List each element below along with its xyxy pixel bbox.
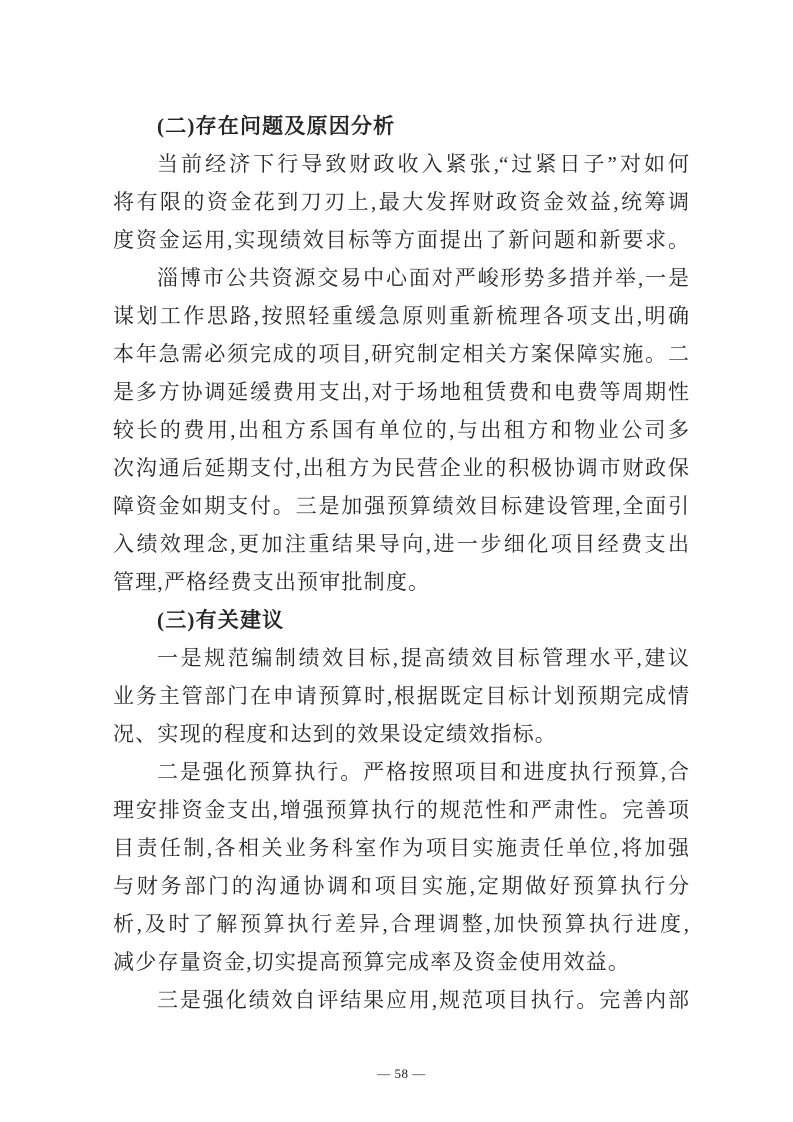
text-line: 业务主管部门在申请预算时,根据既定目标计划预期完成情 [113, 684, 689, 708]
text-line: 与财务部门的沟通协调和项目实施,定期做好预算执行分 [113, 874, 689, 898]
text-line: 理安排资金支出,增强预算执行的规范性和严肃性。完善项 [113, 798, 689, 822]
document-body [113, 107, 689, 1019]
text-line: 谋划工作思路,按照轻重缓急原则重新梳理各项支出,明确 [113, 304, 689, 328]
text-line: 管理,严格经费支出预审批制度。 [113, 570, 431, 594]
text-line: 障资金如期支付。三是加强预算绩效目标建设管理,全面引 [113, 494, 689, 518]
text-line: 况、实现的程度和达到的效果设定绩效指标。 [113, 722, 557, 746]
text-line: 当前经济下行导致财政收入紧张,“过紧日子”对如何 [157, 152, 689, 176]
text-line: 是多方协调延缓费用支出,对于场地租赁费和电费等周期性 [113, 380, 689, 404]
text-line: 次沟通后延期支付,出租方为民营企业的积极协调市财政保 [113, 456, 689, 480]
text-line: 析,及时了解预算执行差异,合理调整,加快预算执行进度, [113, 912, 689, 936]
text-line: 二是强化预算执行。严格按照项目和进度执行预算,合 [157, 760, 689, 784]
text-line: 较长的费用,出租方系国有单位的,与出租方和物业公司多 [113, 418, 689, 442]
text-line: 淄博市公共资源交易中心面对严峻形势多措并举,一是 [157, 266, 689, 290]
section-heading: (三)有关建议 [157, 608, 285, 632]
text-line: 入绩效理念,更加注重结果导向,进一步细化项目经费支出 [113, 532, 689, 556]
text-line: 度资金运用,实现绩效目标等方面提出了新问题和新要求。 [113, 228, 689, 252]
section-heading: (二)存在问题及原因分析 [157, 114, 396, 138]
text-line: 减少存量资金,切实提高预算完成率及资金使用效益。 [113, 950, 631, 974]
text-line: 三是强化绩效自评结果应用,规范项目执行。完善内部 [157, 988, 689, 1012]
text-line: 本年急需必须完成的项目,研究制定相关方案保障实施。二 [113, 342, 689, 366]
text-line: 一是规范编制绩效目标,提高绩效目标管理水平,建议 [157, 646, 689, 670]
text-line: 目责任制,各相关业务科室作为项目实施责任单位,将加强 [113, 836, 689, 860]
text-line: 将有限的资金花到刀刃上,最大发挥财政资金效益,统筹调 [113, 190, 689, 214]
page-footer [0, 1064, 793, 1084]
page-number: — 58 — [377, 1066, 426, 1081]
